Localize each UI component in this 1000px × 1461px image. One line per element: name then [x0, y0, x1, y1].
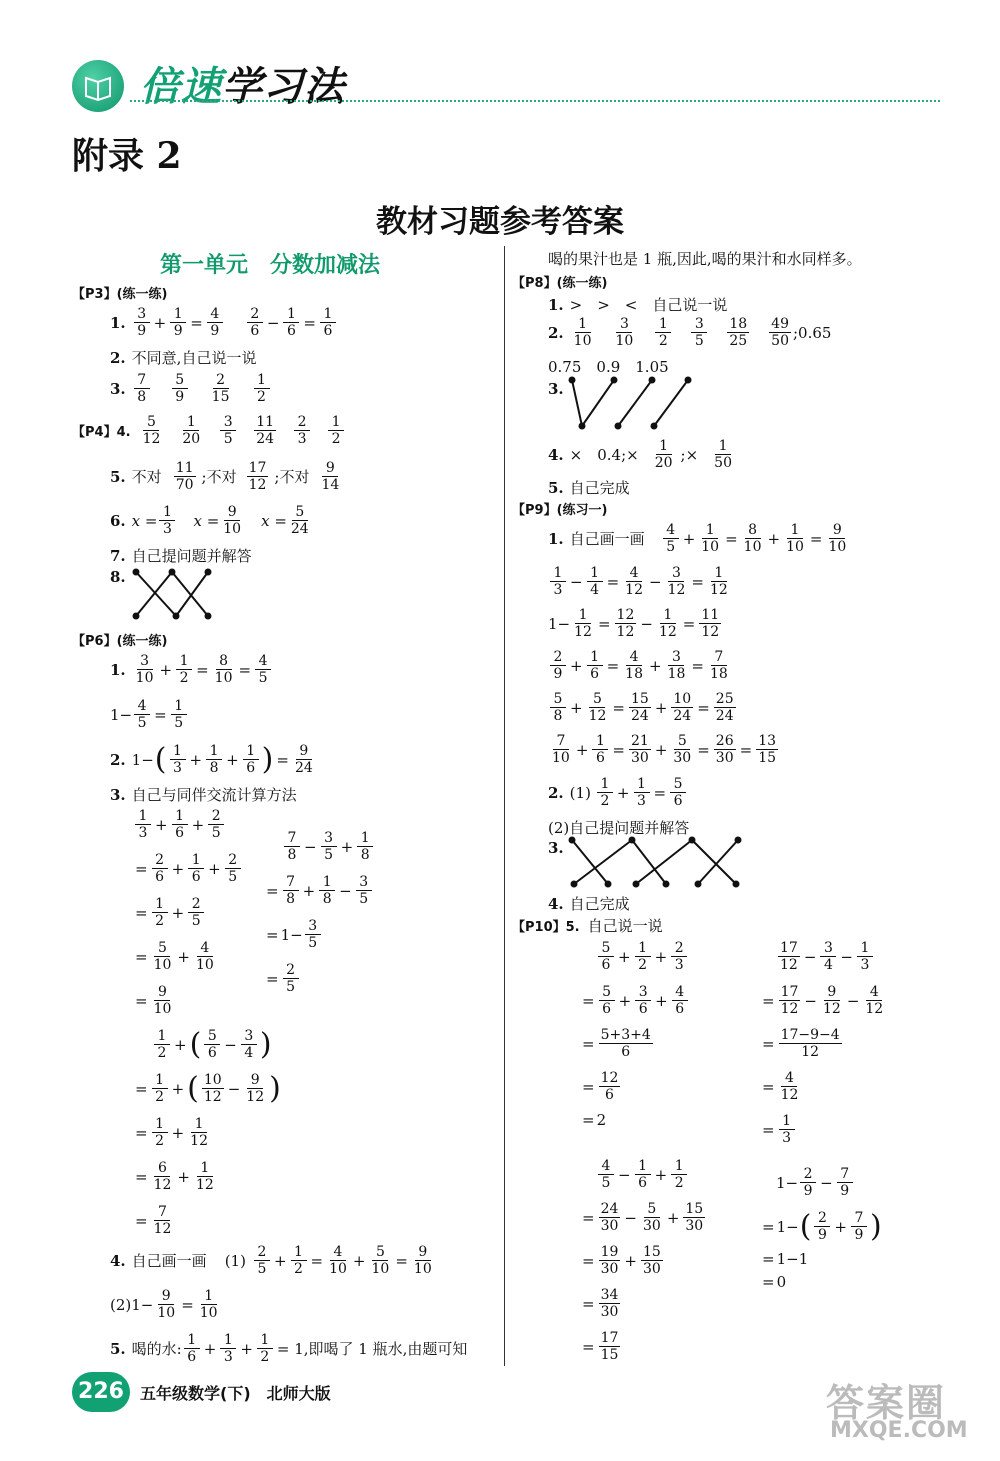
answer-p8-2: 2. 1 10 3 10 1 2 3 5 18 25 49 50 ;0.65 [548, 316, 832, 349]
calc-c4-line1: 1− $\frac{2}{9}$ − $\frac{7}{9}$ [776, 1166, 855, 1199]
book-label: 五年级数学(下) 北师大版 [140, 1384, 331, 1403]
calc-c3-line3: = $\frac{19}{30}$ + $\frac{15}{30}$ [582, 1244, 661, 1277]
answer-p6-1b: 1− $\frac{4}{5}$ = $\frac{1}{5}$ [110, 698, 189, 731]
answer-p9-1: 1. 自己画一画 4 5 + $\frac{1}{10}$ = $\frac{8}{10}$ + $\frac{1}{10}$ = $\frac{9}{10}$ [548, 522, 847, 555]
answer-p6-4: 4. 自己画一画 (1) 2 5 + $\frac{1}{2}$ = $\frac{4}{10}$ + $\frac{5}{10}$ = $\frac{9}{10}$ [110, 1244, 432, 1277]
answer-p8-4: 4. × 0.4;× $\frac{1}{20}$ ;× $\frac{1}{50}$ [548, 438, 732, 471]
watermark-url: MXQE.COM [830, 1418, 968, 1443]
answer-p8-1: 1. > > < 自己说一说 [548, 295, 728, 314]
calc-row-2: 1− $\frac{1}{12}$ = $\frac{12}{12}$ − $\frac{1}{12}$ = $\frac{11}{12}$ [548, 607, 720, 640]
calc-s3-line5: = $\frac{7}{12}$ [135, 1204, 172, 1237]
calc-s1-line3: = $\frac{1}{2}$ + $\frac{2}{5}$ [133, 896, 206, 929]
answer-p6-4b: (2)1− $\frac{9}{10}$ = $\frac{1}{10}$ [110, 1288, 218, 1321]
section-p3: 【P3】(练一练) [72, 287, 168, 302]
calc-c2-line1: 17 12 − $\frac{3}{4}$ − $\frac{1}{3}$ [776, 940, 875, 973]
calc-s1-line2: = $\frac{2}{6}$ + $\frac{1}{6}$ + $\frac{2}{5}$ [133, 852, 243, 885]
matching-lines-p9 [566, 834, 746, 890]
calc-c4-line2: = 1− ( 2 9 + $\frac{7}{9}$ ) [762, 1208, 882, 1244]
calc-s2-line4: = $\frac{2}{5}$ [264, 962, 301, 995]
section-p8: 【P8】(练一练) [512, 276, 608, 291]
calc-s2-line2: = $\frac{7}{8}$ + $\frac{1}{8}$ − $\frac{3}{5}$ [264, 874, 374, 907]
calc-c2-line4: = $\frac{4}{12}$ [762, 1070, 799, 1103]
page-number: 226 [72, 1372, 130, 1412]
calc-c2-line2: = $\frac{17}{12}$ − $\frac{9}{12}$ − $\frac{4}{12}$ [762, 984, 884, 1017]
answer-p4-4: 【P4】4. 5 12 1 20 3 5 11 24 2 3 1 2 [72, 414, 346, 447]
calc-row-4: 5 8 + $\frac{5}{12}$ = $\frac{15}{24}$ + $\frac{10}{24}$ = $\frac{25}{24}$ [548, 691, 738, 724]
calc-c1-line2: = $\frac{5}{6}$ + $\frac{3}{6}$ + $\frac{4}{6}$ [580, 984, 690, 1017]
calc-s3-line4: = $\frac{6}{12}$ + $\frac{1}{12}$ [135, 1160, 214, 1193]
calc-row-3: 2 9 + $\frac{1}{6}$ = $\frac{4}{18}$ + $\frac{3}{18}$ = $\frac{7}{18}$ [548, 649, 732, 682]
answer-p8-3: 3. [548, 380, 564, 398]
calc-c1-line3: = $\frac{5+3+4}{6}$ [582, 1027, 651, 1060]
page-title: 教材习题参考答案 [376, 204, 624, 240]
answer-p4-5: 5. 不对 11 70 ;不对 17 12 ;不对 9 14 [110, 460, 340, 493]
answer-p6-2: 2. 1− ( 1 3 + $\frac{1}{8}$ + $\frac{1}{6}$ ) = $\frac{9}{24}$ [110, 741, 313, 777]
calc-c1-line5: = 2 [582, 1111, 607, 1129]
calc-s3-line2: = $\frac{1}{2}$ + ( 10 12 − $\frac{9}{12}$ ) [135, 1070, 281, 1106]
answer-p3-3: 3. 7 8 5 9 2 15 1 2 [110, 372, 272, 405]
calc-c3-line1: 4 5 − $\frac{1}{6}$ + $\frac{1}{2}$ [596, 1158, 689, 1191]
answer-p4-8: 8. [110, 568, 126, 586]
answer-p10-5: 【P10】5. 自己说一说 [512, 917, 663, 935]
calc-c1-line4: = $\frac{12}{6}$ [582, 1070, 619, 1103]
book-icon [82, 70, 114, 102]
calc-s2-line3: = 1− $\frac{3}{5}$ [264, 918, 323, 951]
section-p9: 【P9】(练习一) [512, 503, 608, 518]
answer-p6-3: 3. 自己与同伴交流计算方法 [110, 785, 297, 804]
calc-c3-line5: = $\frac{17}{15}$ [582, 1330, 619, 1363]
answer-p6-1: 1. 3 10 + $\frac{1}{2}$ = $\frac{8}{10}$ = $\frac{4}{5}$ [110, 653, 273, 686]
calc-row-5: 7 10 + $\frac{1}{6}$ = $\frac{21}{30}$ + $\frac{5}{30}$ = $\frac{26}{30}$ = $\frac{13}{15}$ [552, 733, 777, 766]
calc-c4-line4: = 0 [762, 1273, 787, 1291]
answer-p4-6: 6. x = $\frac{1}{3}$ x = $\frac{9}{10}$ x = $\frac{5}{24}$ [110, 504, 309, 537]
answer-p9-3: 3. [548, 839, 564, 857]
watermark-logo: 答案圈 [826, 1381, 947, 1425]
calc-c4-line3: = 1−1 [762, 1250, 809, 1268]
brand-title: 倍速学习法 [140, 64, 345, 110]
calc-c3-line4: = $\frac{34}{30}$ [582, 1287, 619, 1320]
answer-p9-4: 4. 自己完成 [548, 894, 630, 913]
section-p6: 【P6】(练一练) [72, 634, 168, 649]
calc-c1-line1: 5 6 + $\frac{1}{2}$ + $\frac{2}{3}$ [596, 940, 689, 973]
matching-lines-p4 [128, 566, 218, 622]
calc-s1-line1: 1 3 + $\frac{1}{6}$ + $\frac{2}{5}$ [133, 808, 226, 841]
answer-p9-2: 2. (1) 1 2 + $\frac{1}{3}$ = $\frac{5}{6}$ [548, 776, 688, 809]
header-divider [130, 100, 940, 102]
calc-s1-line4: = $\frac{5}{10}$ + $\frac{4}{10}$ [135, 940, 214, 973]
calc-s3-line1: 1 2 + ( 5 6 − $\frac{3}{4}$ ) [152, 1028, 273, 1061]
answer-p9-2b: (2)自己提问题并解答 [548, 819, 690, 837]
answer-p4-7: 7. 自己提问题并解答 [110, 546, 252, 565]
answer-p3-2: 2. 不同意,自己说一说 [110, 348, 257, 367]
appendix-heading: 附录 2 [72, 135, 182, 177]
answer-p8-5: 5. 自己完成 [548, 478, 630, 497]
calc-s2-line1: 7 8 − $\frac{3}{5}$ + $\frac{1}{8}$ [282, 830, 375, 863]
column-divider [504, 246, 505, 1366]
calc-c2-line3: = $\frac{17-9-4}{12}$ [762, 1027, 840, 1060]
unit-title: 第一单元 分数加减法 [160, 253, 381, 278]
calc-c2-line5: = $\frac{1}{3}$ [760, 1113, 797, 1146]
answer-continuation: 喝的果汁也是 1 瓶,因此,喝的果汁和水同样多。 [548, 250, 862, 268]
calc-c3-line2: = $\frac{24}{30}$ − $\frac{5}{30}$ + $\frac{15}{30}$ [582, 1201, 704, 1234]
answer-p3-1: 1. 3 9 + $\frac{1}{9}$ = $\frac{4}{9}$ 2 6 − $\frac{1}{6}$ = $\frac{1}{6}$ [110, 306, 338, 339]
matching-lines-p8 [566, 374, 696, 434]
brand-logo [72, 60, 124, 112]
answer-p6-5: 5. 喝的水: 1 6 + $\frac{1}{3}$ + $\frac{1}{2}$ = 1,即喝了 1 瓶水,由题可知 [110, 1332, 468, 1365]
answer-p8-2b: 0.75 0.9 1.05 [548, 358, 669, 376]
calc-s3-line3: = $\frac{1}{2}$ + $\frac{1}{12}$ [135, 1116, 208, 1149]
calc-row-1: 1 3 − $\frac{1}{4}$ = $\frac{4}{12}$ − $\frac{3}{12}$ = $\frac{1}{12}$ [548, 565, 732, 598]
calc-s1-line5: = $\frac{9}{10}$ [135, 984, 172, 1017]
